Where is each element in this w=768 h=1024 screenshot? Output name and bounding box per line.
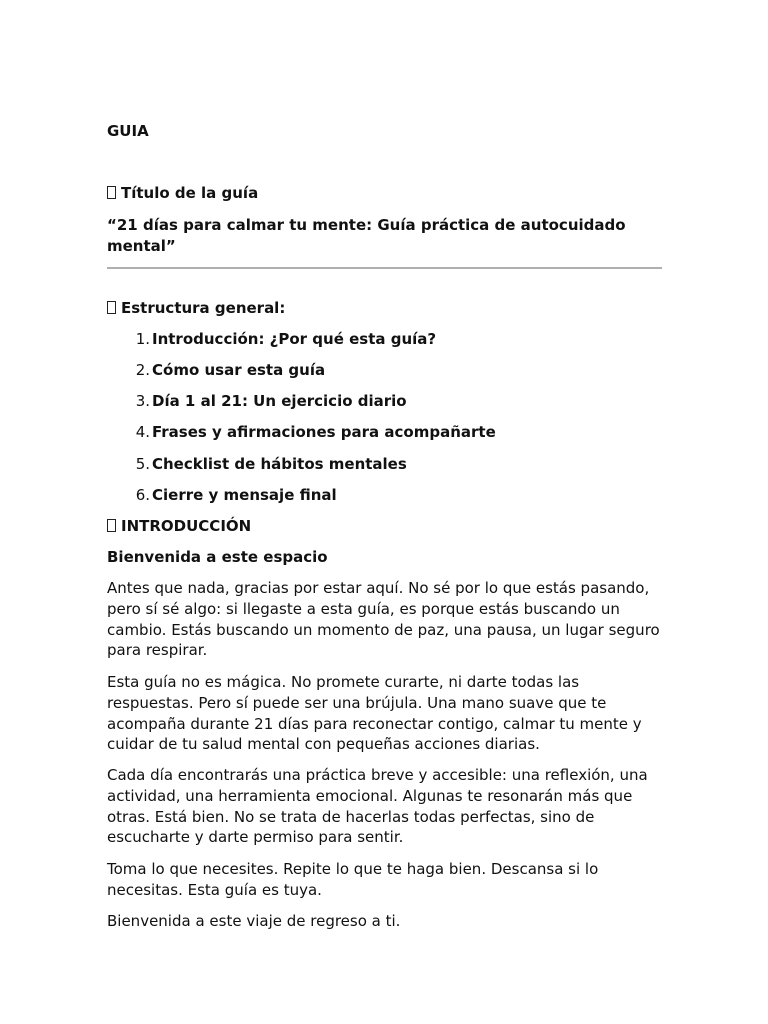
missing-glyph-icon [107,186,116,199]
list-item-number: 2. [135,361,150,379]
missing-glyph-icon [107,519,116,532]
list-item-text: Cómo usar esta guía [152,361,326,379]
introduction-subheading: Bienvenida a este espacio [107,548,328,566]
list-item-text: Checklist de hábitos mentales [152,455,407,473]
introduction-heading-text: INTRODUCCIÓN [121,517,252,535]
paragraph: Antes que nada, gracias por estar aquí. No sé por lo que estás pasando, pero sí sé algo: si llegaste a esta guía, es porque estás buscando un cambio. Estás buscando un momento de paz, una pausa, un lugar seguro para respirar. [107,579,660,660]
title-section-heading-text: Título de la guía [121,184,259,202]
paragraph: Toma lo que necesites. Repite lo que te haga bien. Descansa si lo necesitas. Esta guía es tuya. [107,860,599,899]
paragraph: Cada día encontrarás una práctica breve y accesible: una reflexión, una actividad, una herramienta emocional. Algunas te resonarán más que otras. Está bien. No se trata de hacerlas todas perfectas, sino de escucharte y darte permiso para sentir. [107,766,648,847]
list-item-number: 3. [135,392,150,410]
list-item-text: Día 1 al 21: Un ejercicio diario [152,392,407,410]
list-item-number: 5. [135,455,150,473]
horizontal-rule [107,267,662,269]
paragraph: Esta guía no es mágica. No promete curarte, ni darte todas las respuestas. Pero sí puede ser una brújula. Una mano suave que te acompaña durante 21 días para reconectar contigo, calmar tu mente y cuidar de tu salud mental con pequeñas acciones diarias. [107,673,642,754]
structure-heading-text: Estructura general: [121,299,286,317]
list-item-text: Introducción: ¿Por qué esta guía? [152,330,437,348]
list-item-number: 6. [135,486,150,504]
introduction-heading [107,516,662,537]
missing-glyph-icon [107,301,116,314]
doc-label: GUIA [107,122,149,140]
list-item-number: 1. [135,330,150,348]
list-item-number: 4. [135,423,150,441]
guide-title: “21 días para calmar tu mente: Guía práctica de autocuidado mental” [107,216,626,255]
list-item-text: Frases y afirmaciones para acompañarte [152,423,496,441]
title-section-heading [107,183,662,204]
paragraph: Bienvenida a este viaje de regreso a ti. [107,912,401,930]
list-item-text: Cierre y mensaje final [152,486,337,504]
structure-heading [107,298,662,319]
